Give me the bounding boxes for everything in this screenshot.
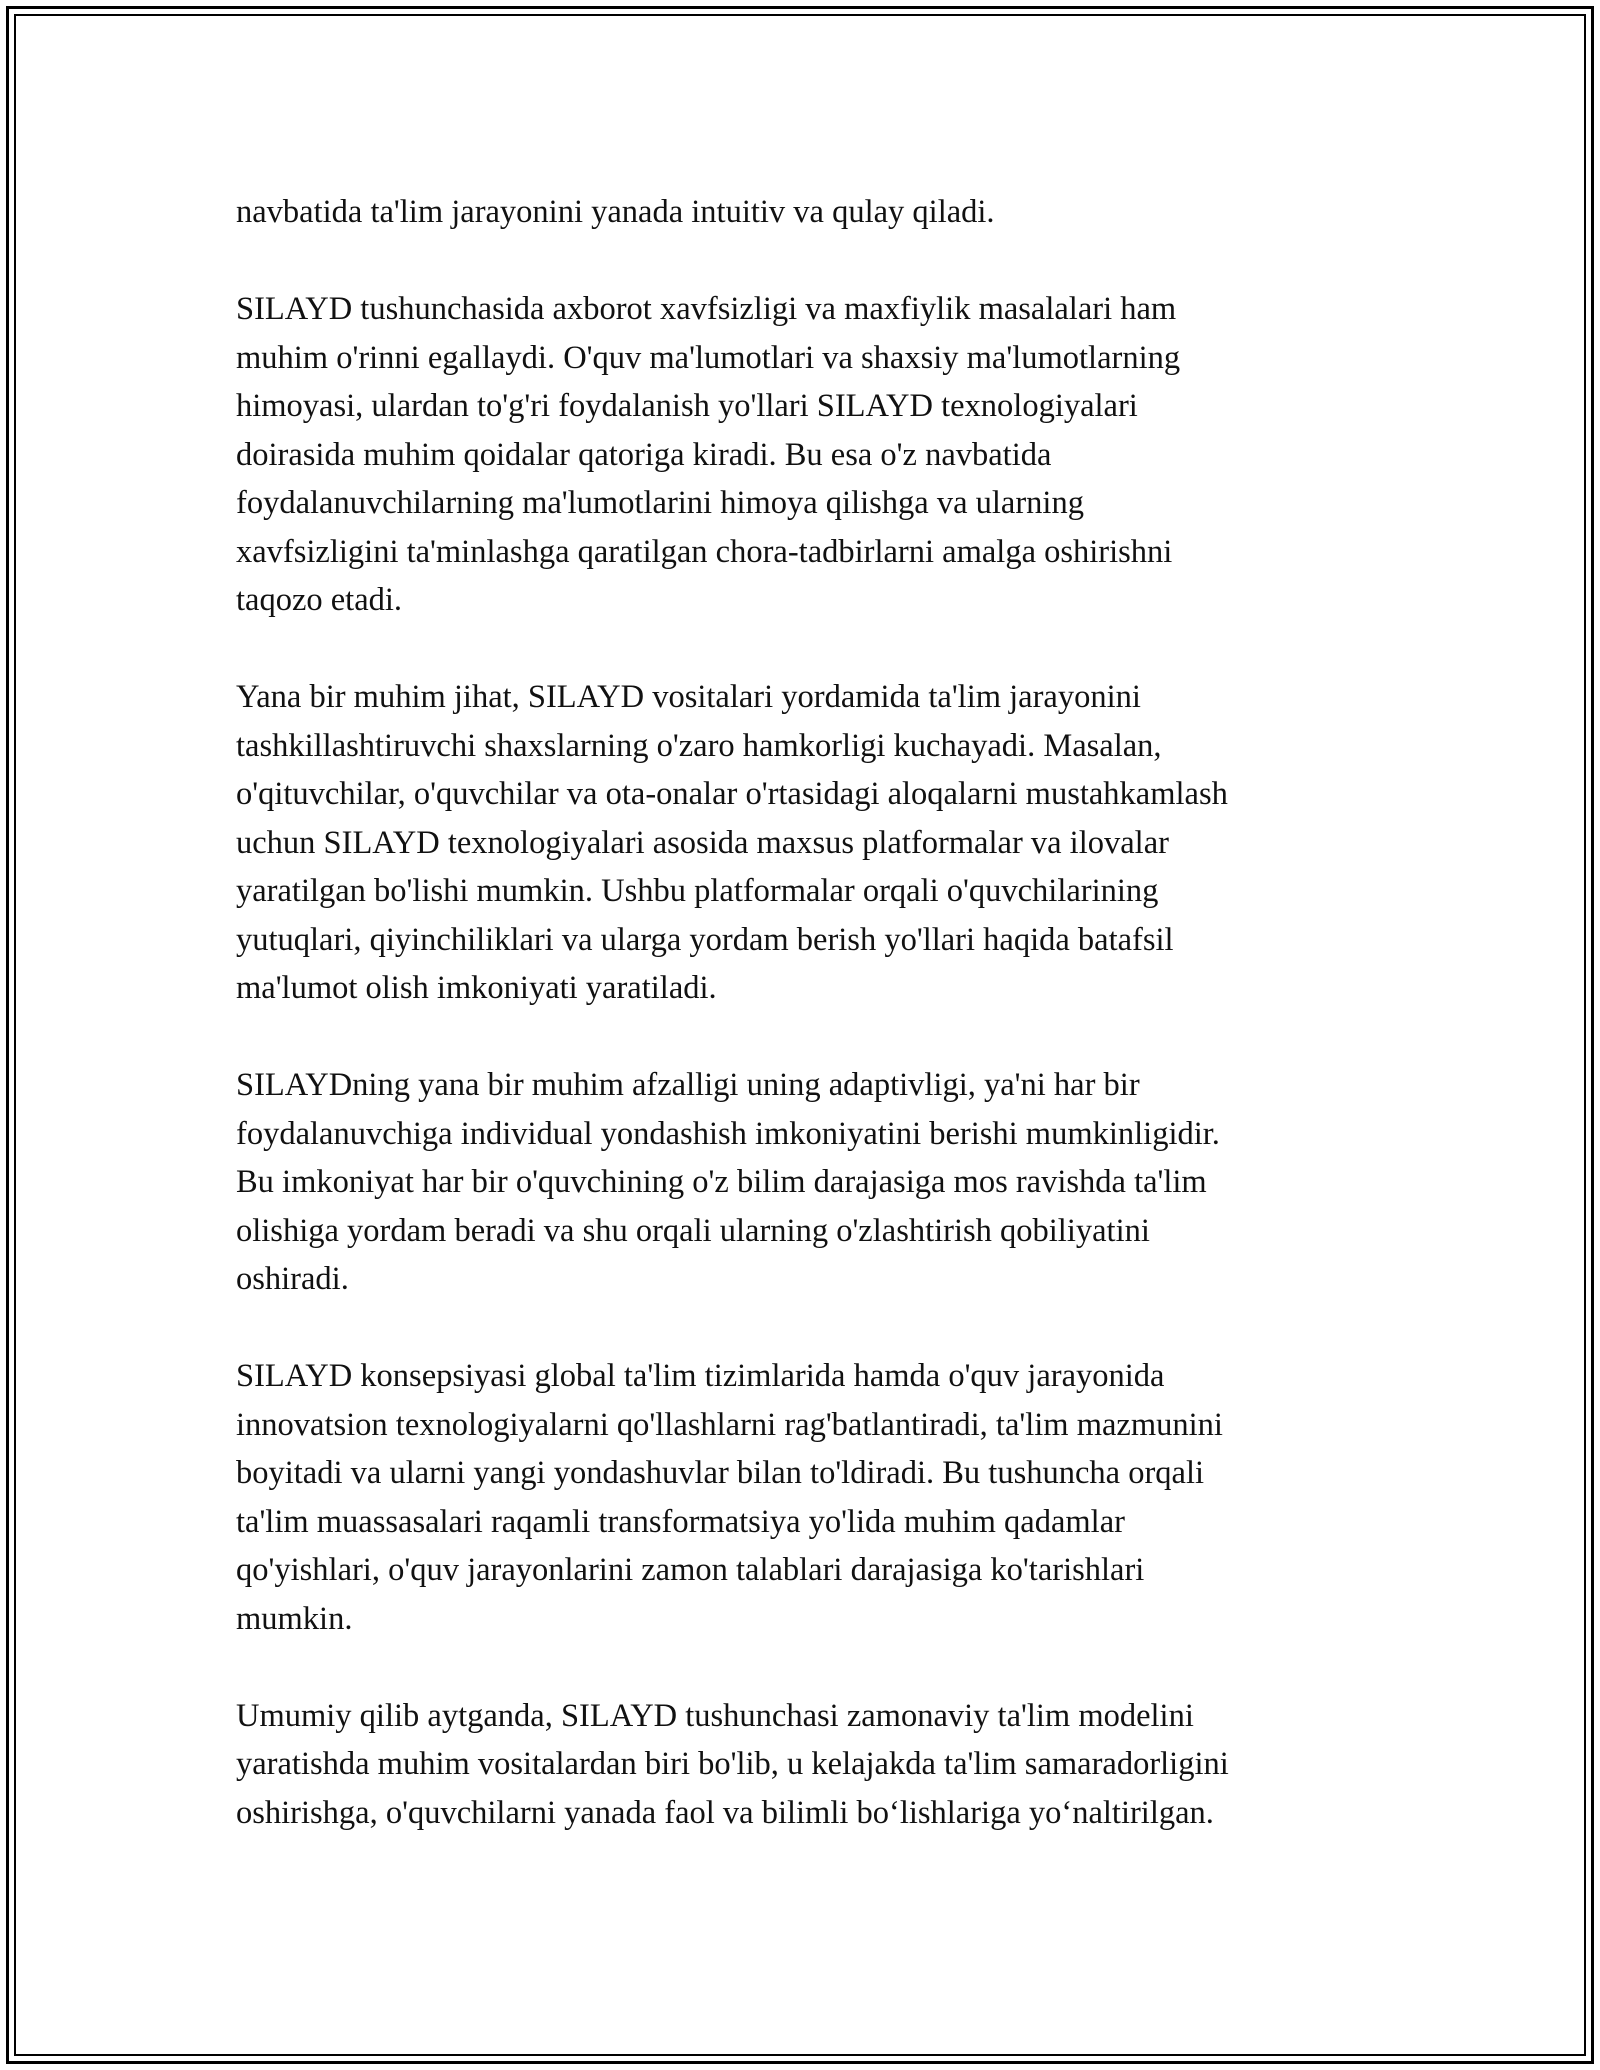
document-body — [236, 188, 1366, 1886]
paragraph-6: Umumiy qilib aytganda, SILAYD tushunchasi zamonaviy ta'lim modelini yaratishda muhim vositalardan biri bo'lib, u kelajakda ta'lim samaradorligini oshirishga, o'quvchilarni yanada faol va bilimli bo‘lishlariga yo‘naltirilgan. — [236, 1697, 1229, 1831]
paragraph-5: SILAYD konsepsiyasi global ta'lim tizimlarida hamda o'quv jarayonida innovatsion texnologiyalarni qo'llashlarni rag'batlantiradi, ta'lim mazmunini boyitadi va ularni yangi yondashuvlar bilan to'ldiradi. Bu tushuncha orqali ta'lim muassasalari raqamli transformatsiya yo'lida muhim qadamlar qo'yishlari, o'quv jarayonlarini zamon talablari darajasiga ko'tarishlari mumkin. — [236, 1358, 1223, 1637]
paragraph-2: SILAYD tushunchasida axborot xavfsizligi va maxfiylik masalalari ham muhim o'rinni egallaydi. O'quv ma'lumotlari va shaxsiy ma'lumotlarning himoyasi, ulardan to'g'ri foydalanish yo'llari SILAYD texnologiyalari doirasida muhim qoidalar qatoriga kiradi. Bu esa o'z navbatida foydalanuvchilarning ma'lumotlarini himoya qilishga va ularning xavfsizligini ta'minlashga qaratilgan chora-tadbirlarni amalga oshirishni taqozo etadi. — [236, 291, 1181, 618]
paragraph-4: SILAYDning yana bir muhim afzalligi uning adaptivligi, ya'ni har bir foydalanuvchiga individual yondashish imkoniyatini berishi mumkinligidir. Bu imkoniyat har bir o'quvchining o'z bilim darajasiga mos ravishda ta'lim olishiga yordam beradi va shu orqali ularning o'zlashtirish qobiliyatini oshiradi. — [236, 1067, 1220, 1297]
paragraph-3: Yana bir muhim jihat, SILAYD vositalari yordamida ta'lim jarayonini tashkillashtiruvchi shaxslarning o'zaro hamkorligi kuchayadi. Masalan, o'qituvchilar, o'quvchilar va ota-onalar o'rtasidagi aloqalarni mustahkamlash uchun SILAYD texnologiyalari asosida maxsus platformalar va ilovalar yaratilgan bo'lishi mumkin. Ushbu platformalar orqali o'quvchilarining yutuqlari, qiyinchiliklari va ularga yordam berish yo'llari haqida batafsil ma'lumot olish imkoniyati yaratiladi. — [236, 679, 1228, 1006]
paragraph-1: navbatida ta'lim jarayonini yanada intuitiv va qulay qiladi. — [236, 194, 995, 230]
